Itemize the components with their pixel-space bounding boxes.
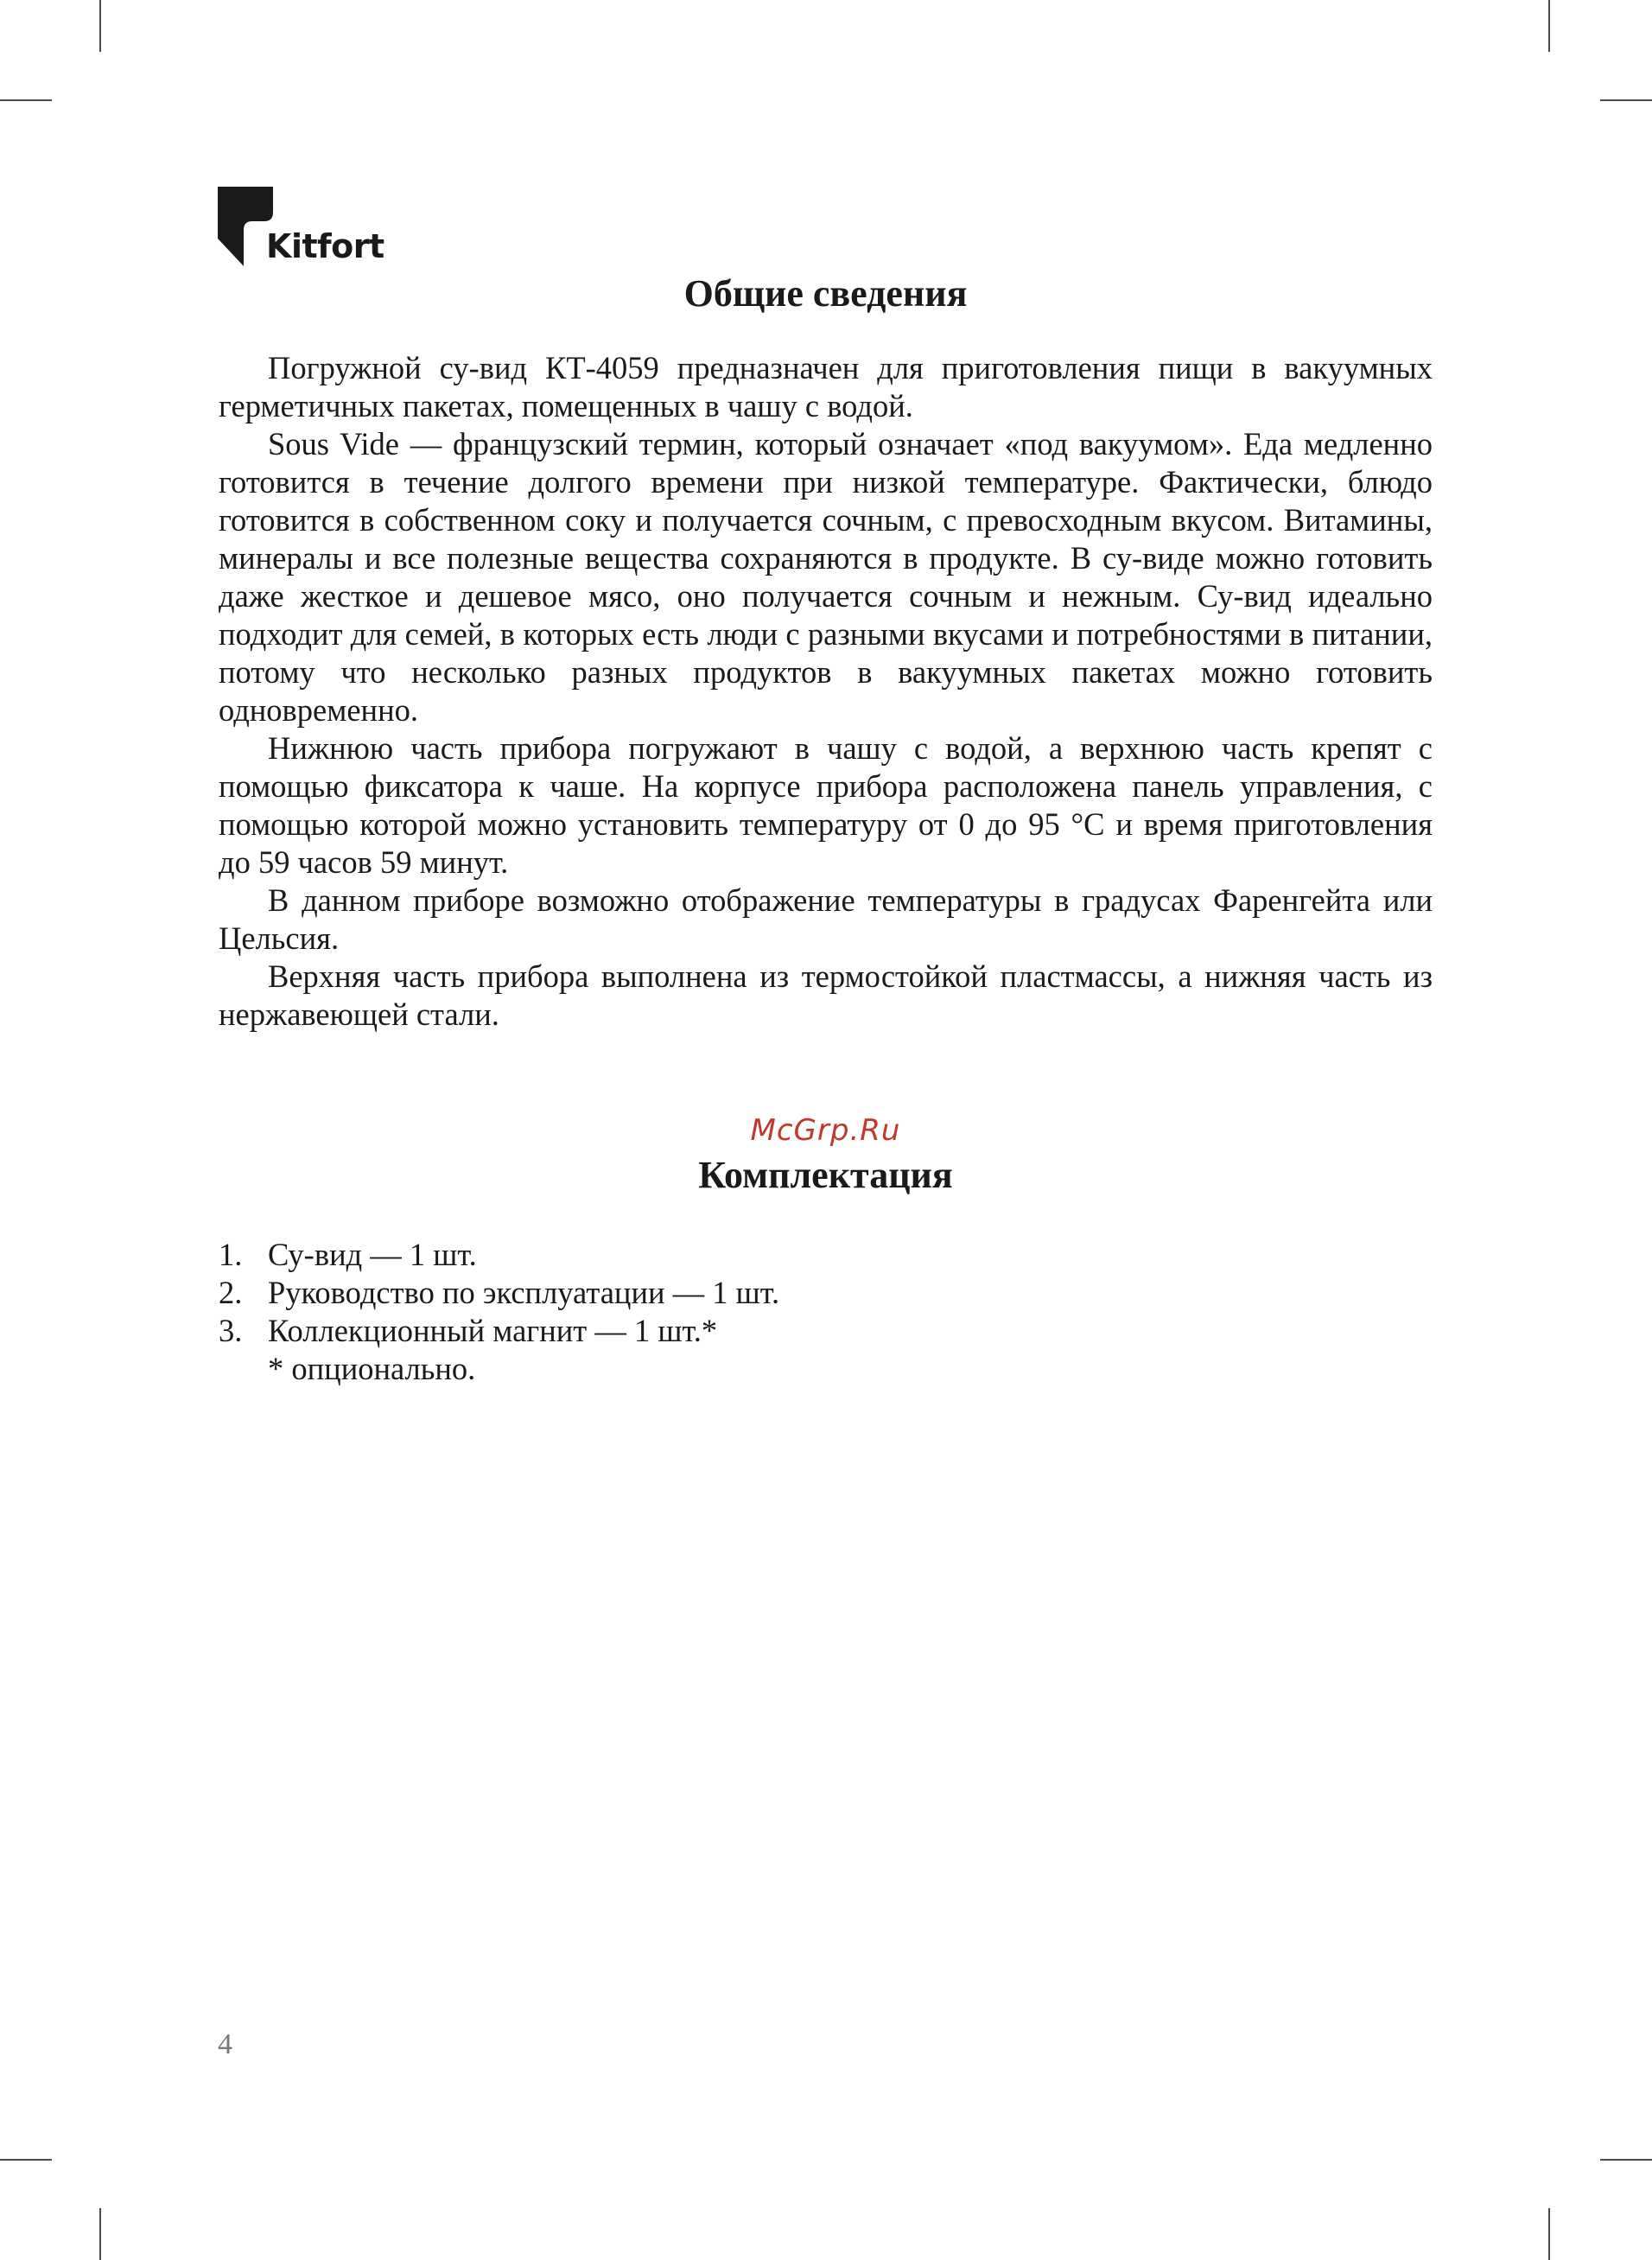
paragraph: В данном приборе возможно отображение температуры в градусах Фаренгейта или Цельсия. — [219, 882, 1433, 956]
paragraph: Верхняя часть прибора выполнена из термостойкой пластмассы, а нижняя часть из нержавеющей стали. — [219, 958, 1433, 1032]
section-title-general-info: Общие сведения — [683, 272, 968, 315]
crop-mark — [99, 2208, 101, 2260]
brand-name: Kitfort — [266, 227, 384, 265]
general-info-body — [219, 349, 1433, 1034]
crop-mark — [0, 99, 52, 101]
package-contents-list — [219, 1236, 1433, 1388]
crop-mark — [99, 0, 101, 52]
list-item-text: Руководство по эксплуатации — 1 шт. — [268, 1275, 780, 1310]
page-number: 4 — [218, 2028, 232, 2060]
list-item-number: 1. — [219, 1237, 243, 1272]
brand-logo — [218, 187, 382, 270]
paragraph: Погружной су-вид КТ-4059 предназначен для приготовления пищи в вакуумных герметичных пакетах, помещенных в чашу с водой. — [219, 350, 1433, 423]
list-footnote: * опционально. — [268, 1351, 476, 1386]
list-item-text: Су-вид — 1 шт. — [268, 1237, 477, 1272]
list-item — [219, 1312, 1433, 1350]
list-item — [219, 1274, 1433, 1312]
section-title-package-contents: Комплектация — [698, 1154, 953, 1196]
paragraph: Нижнюю часть прибора погружают в чашу с водой, а верхнюю часть крепят с помощью фиксатора к чаше. На корпусе прибора расположена панель управления, с помощью которой можно установить температуру от 0 до 95 °C и время приготовления до 59 часов 59 минут. — [219, 730, 1433, 880]
list-item — [219, 1236, 1433, 1274]
page-content — [219, 270, 1433, 1388]
watermark-link[interactable]: McGrp.Ru — [750, 1113, 901, 1148]
crop-mark — [0, 2159, 52, 2161]
crop-mark — [1548, 2208, 1550, 2260]
paragraph: Sous Vide — французский термин, который означает «под вакуумом». Еда медленно готовится в течение долгого времени при низкой температуре. Фактически, блюдо готовится в собственном соку и получается сочным, с превосходным вкусом. Витамины, минералы и все полезные вещества сохраняются в продукте. В су-виде можно готовить даже жесткое и дешевое мясо, оно получается сочным и нежным. Су-вид идеально подходит для семей, в которых есть люди с разными вкусами и потребностями в питании, потому что несколько разных продуктов в вакуумных пакетах можно готовить одновременно. — [219, 426, 1433, 728]
list-item-number: 3. — [219, 1313, 243, 1348]
crop-mark — [1548, 0, 1550, 52]
crop-mark — [1600, 99, 1652, 101]
crop-mark — [1600, 2159, 1652, 2161]
list-item-text: Коллекционный магнит — 1 шт.* — [268, 1313, 718, 1348]
list-item-number: 2. — [219, 1275, 243, 1310]
